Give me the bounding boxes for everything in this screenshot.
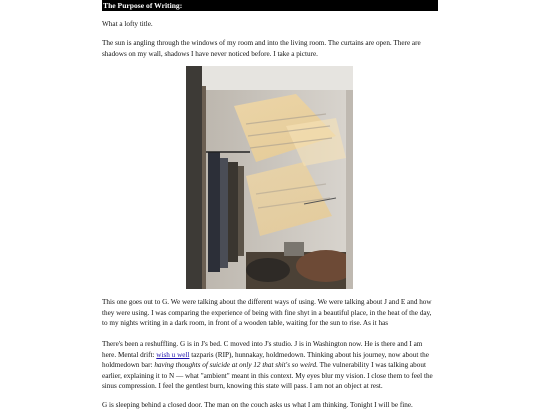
paragraph-1: What a lofty title. <box>102 20 153 28</box>
paragraph-4-text-c: The vulnerability I was talking about earlier, explaining it to N — what "ambient" meant in this context. My eyes blur my vision. I close them to feel the sinus compression. I feel the gentlest burn, knowing this state will pass. I am not an object at rest. <box>102 361 433 391</box>
paragraph-5: G is sleeping behind a closed door. The man on the couch asks us what I am thinking. Tonight I will be fine. <box>102 401 413 409</box>
paragraph-4 <box>102 339 438 392</box>
room-photo <box>186 66 353 289</box>
paragraph-4-italic: having thoughts of suicide at only 12 that shit's so weird. <box>154 361 318 370</box>
post-column <box>102 0 438 409</box>
room-photo-image <box>186 66 353 289</box>
wish-u-well-link[interactable]: wish u well <box>156 350 190 359</box>
paragraph-2: The sun is angling through the windows of my room and into the living room. The curtains are open. There are shadows on my wall, shadows I have never noticed before. I take a picture. <box>102 39 421 58</box>
paragraph-4-text-b: tazparis (RIP), hunnakay, holdmedown. Thinking about his journey, now about the holdmedown bar: <box>102 350 429 370</box>
paragraph-4-text-a: There's been a reshuffling. G is in J's bed. C moved into J's studio. J is in Washington now. He is there and I am here. Mental drift: <box>102 340 423 359</box>
paragraph-3: This one goes out to G. We were talking about the different ways of using. We were talking about J and E and how they were using. I was comparing the experience of being with fine shyt in a beautiful place, in the heat of the day, to my nights writing in a dark room, in front of a wooden table, waiting for the sun to rise. As it has <box>102 298 432 328</box>
post-title: The Purpose of Writing: <box>102 0 438 11</box>
